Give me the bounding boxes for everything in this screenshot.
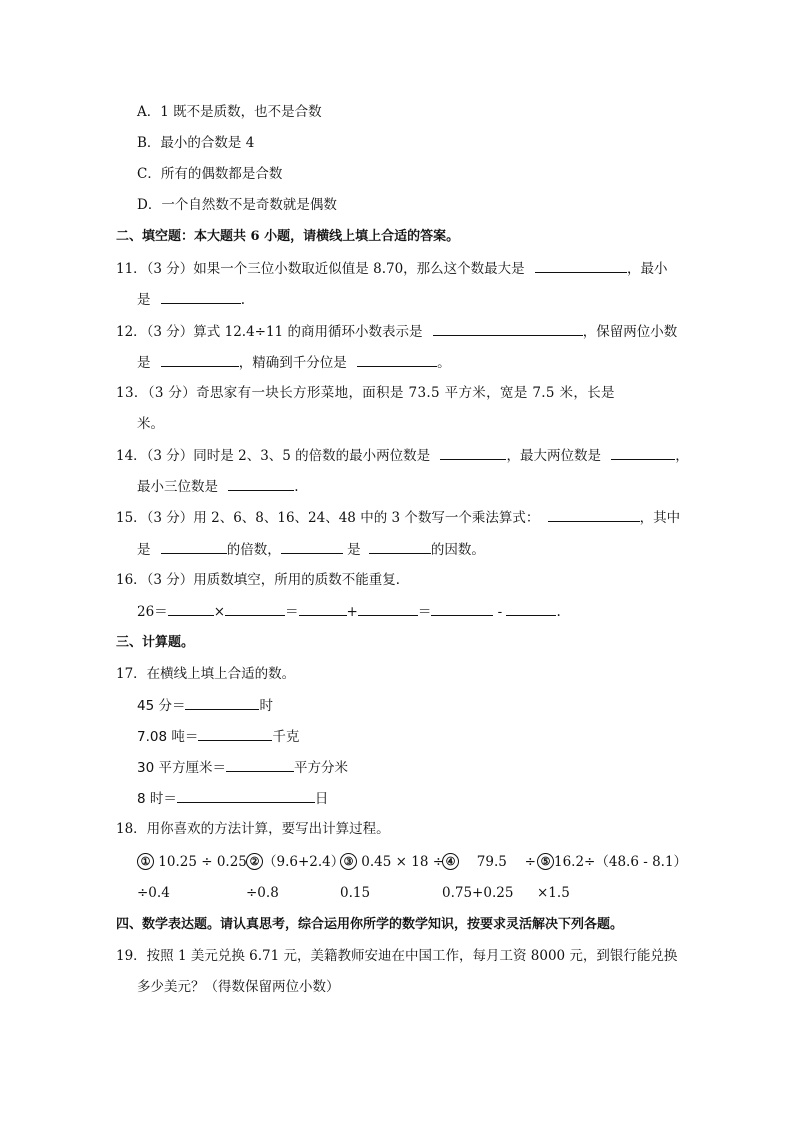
- question-11: 11．（3 分）如果一个三位小数取近似值是 8.70，那么这个数最大是 ，最小: [116, 261, 668, 277]
- answer-blank[interactable]: [369, 540, 431, 554]
- calc-3-cont: 0.15: [340, 885, 371, 901]
- option-a: A．1 既不是质数，也不是合数: [137, 104, 322, 120]
- question-12: 12．（3 分）算式 12.4÷11 的商用循环小数表示是 ，保留两位小数: [116, 324, 678, 340]
- question-18: 18．用你喜欢的方法计算，要写出计算过程。: [116, 821, 390, 837]
- answer-blank[interactable]: [226, 758, 294, 772]
- q17-row-1: 45 分＝ 时: [137, 698, 273, 714]
- answer-blank[interactable]: [611, 446, 675, 460]
- answer-blank[interactable]: [506, 602, 556, 616]
- answer-blank[interactable]: [281, 540, 343, 554]
- answer-blank[interactable]: [433, 322, 583, 336]
- question-17: 17．在横线上填上合适的数。: [116, 666, 296, 682]
- option-b: B．最小的合数是 4: [137, 135, 255, 151]
- q17-row-2: 7.08 吨＝ 千克: [137, 729, 300, 745]
- answer-blank[interactable]: [161, 353, 239, 367]
- question-13: 13．（3 分）奇思家有一块长方形菜地，面积是 73.5 平方米，宽是 7.5 米，长是: [116, 385, 615, 401]
- question-14-cont: 最小三位数是 .: [137, 479, 299, 495]
- question-14: 14．（3 分）同时是 2、3、5 的倍数的最小两位数是 ，最大两位数是 ，: [116, 448, 689, 464]
- answer-blank[interactable]: [548, 508, 640, 522]
- question-16: 16．（3 分）用质数填空，所用的质数不能重复．: [116, 572, 410, 588]
- answer-blank[interactable]: [198, 727, 272, 741]
- answer-blank[interactable]: [299, 602, 347, 616]
- answer-blank[interactable]: [431, 602, 493, 616]
- calc-4: ④ 79.5 ÷: [442, 853, 536, 871]
- section-heading-4: 四、数学表达题。请认真思考，综合运用你所学的数学知识，按要求灵活解决下列各题。: [116, 917, 624, 932]
- calc-2: ② （9.6+2.4）: [246, 853, 344, 871]
- question-19-cont: 多少美元？（得数保留两位小数）: [137, 979, 340, 995]
- answer-blank[interactable]: [535, 259, 627, 273]
- answer-blank[interactable]: [357, 353, 437, 367]
- calc-5-cont: ×1.5: [537, 885, 570, 901]
- option-d: D．一个自然数不是奇数就是偶数: [137, 197, 337, 213]
- calc-3: ③ 0.45 × 18 ÷: [340, 853, 444, 871]
- section-heading-3: 三、计算题。: [116, 635, 195, 650]
- question-12-cont: 是 ，精确到千分位是 。: [137, 355, 451, 371]
- calc-1-cont: ÷0.4: [137, 885, 170, 901]
- q17-row-3: 30 平方厘米＝ 平方分米: [137, 760, 348, 776]
- answer-blank[interactable]: [161, 540, 227, 554]
- option-c: C．所有的偶数都是合数: [137, 166, 283, 182]
- answer-blank[interactable]: [161, 290, 241, 304]
- calc-5: ⑤ 16.2÷（48.6 - 8.1）: [537, 853, 687, 871]
- question-11-cont: 是 .: [137, 292, 246, 308]
- answer-blank[interactable]: [168, 602, 214, 616]
- answer-blank[interactable]: [228, 477, 294, 491]
- section-heading-2: 二、填空题：本大题共 6 小题，请横线上填上合适的答案。: [116, 229, 460, 244]
- answer-blank[interactable]: [358, 602, 418, 616]
- calc-4-cont: 0.75+0.25: [442, 885, 514, 901]
- question-15-cont: 是 的倍数， 是 的因数。: [137, 542, 485, 558]
- question-15: 15．（3 分）用 2、6、8、16、24、48 中的 3 个数写一个乘法算式： ，其中: [116, 510, 681, 526]
- answer-blank[interactable]: [225, 602, 285, 616]
- question-16-equation: 26＝ × ＝ + ＝ - .: [137, 604, 561, 620]
- question-19: 19．按照 1 美元兑换 6.71 元，美籍教师安迪在中国工作，每月工资 8000 元，到银行能兑换: [116, 948, 678, 964]
- answer-blank[interactable]: [440, 446, 506, 460]
- question-13-cont: 米。: [137, 416, 164, 432]
- calc-1: ① 10.25 ÷ 0.25: [137, 853, 247, 871]
- q17-row-4: 8 时＝ 日: [137, 791, 329, 807]
- answer-blank[interactable]: [177, 789, 315, 803]
- calc-2-cont: ÷0.8: [246, 885, 279, 901]
- answer-blank[interactable]: [185, 696, 259, 710]
